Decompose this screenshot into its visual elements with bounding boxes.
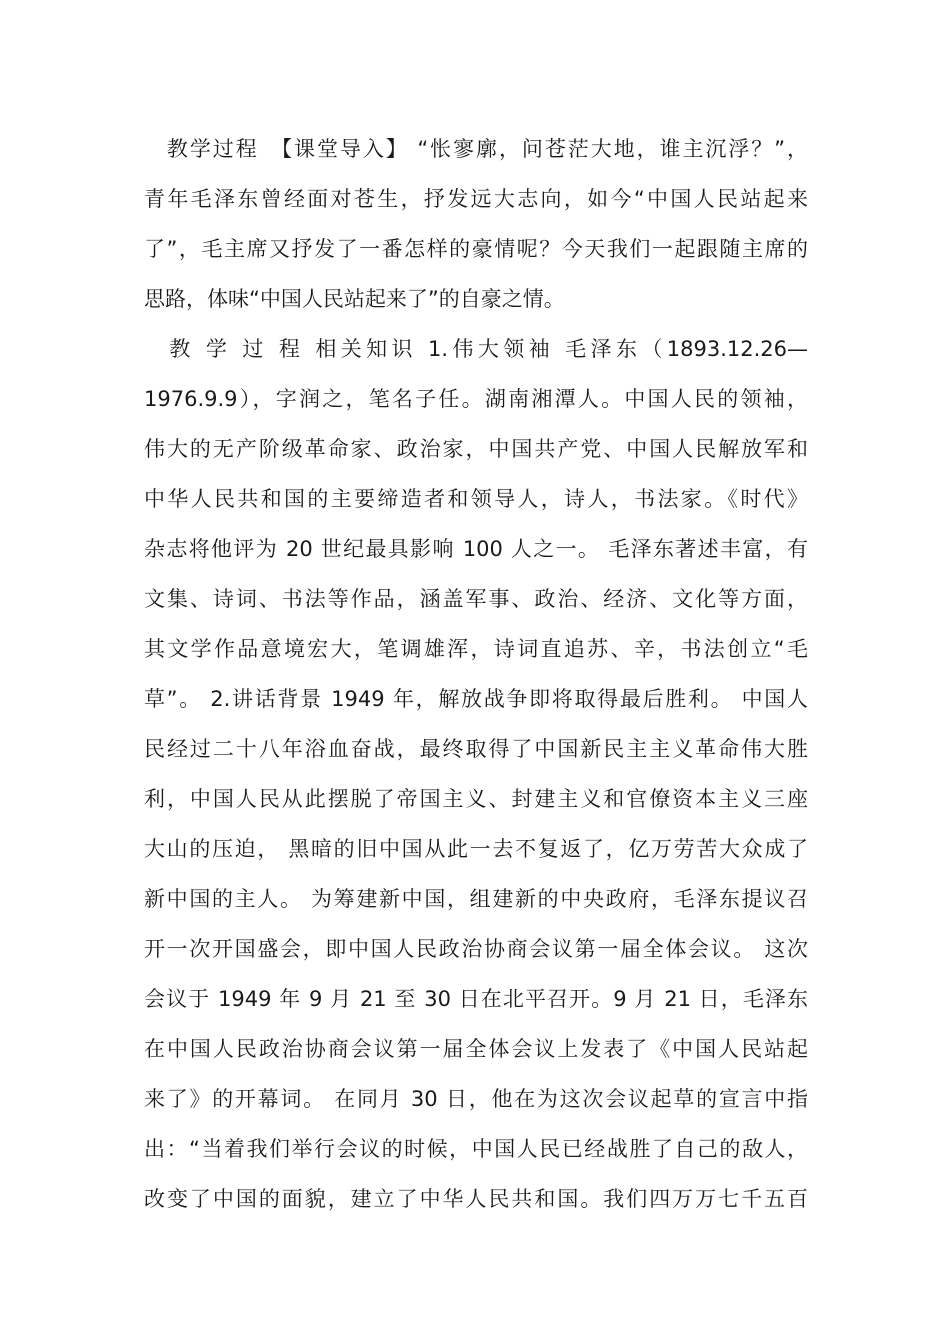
text-line: 民经过二十八年浴血奋战，最终取得了中国新民主主义革命伟大胜 <box>144 737 808 761</box>
text-line: 1976.9.9），字润之，笔名子任。湖南湘潭人。中国人民的领袖， <box>144 387 808 411</box>
text-line: 利，中国人民从此摆脱了帝国主义、封建主义和官僚资本主义三座 <box>144 787 808 811</box>
paragraph-lesson-intro <box>144 124 808 324</box>
text-line: 杂志将他评为 20 世纪最具影响 100 人之一。 毛泽东著述丰富，有 <box>144 537 808 561</box>
text-line: 开一次开国盛会，即中国人民政治协商会议第一届全体会议。 这次 <box>144 937 808 961</box>
document-body <box>144 124 808 1224</box>
text-line: 大山的压迫， 黑暗的旧中国从此一去不复返了，亿万劳苦大众成了 <box>144 837 808 861</box>
text-line: 教 学 过 程 相关知识 1.伟大领袖 毛泽东（1893.12.26— <box>144 337 808 361</box>
text-line: 思路，体味“中国人民站起来了”的自豪之情。 <box>144 287 565 311</box>
text-line: 伟大的无产阶级革命家、政治家，中国共产党、中国人民解放军和 <box>144 437 808 461</box>
text-line: 草”。 2.讲话背景 1949 年，解放战争即将取得最后胜利。 中国人 <box>144 687 808 711</box>
text-line: 出：“当着我们举行会议的时候，中国人民已经战胜了自己的敌人， <box>144 1137 808 1161</box>
text-line: 来了》的开幕词。 在同月 30 日，他在为这次会议起草的宣言中指 <box>144 1087 808 1111</box>
text-line: 改变了中国的面貌，建立了中华人民共和国。我们四万万七千五百 <box>144 1187 808 1211</box>
text-line: 了”，毛主席又抒发了一番怎样的豪情呢？今天我们一起跟随主席的 <box>144 237 808 261</box>
text-line: 中华人民共和国的主要缔造者和领导人，诗人，书法家。《时代》 <box>144 487 808 511</box>
text-line: 新中国的主人。 为筹建新中国，组建新的中央政府，毛泽东提议召 <box>144 887 808 911</box>
text-line: 在中国人民政治协商会议第一届全体会议上发表了《中国人民站起 <box>144 1037 808 1061</box>
text-line: 青年毛泽东曾经面对苍生，抒发远大志向，如今“中国人民站起来 <box>144 187 808 211</box>
text-line: 教学过程 【课堂导入】 “怅寥廓，问苍茫大地，谁主沉浮？”， <box>144 137 808 161</box>
text-line: 其文学作品意境宏大，笔调雄浑，诗词直追苏、辛，书法创立“毛 <box>144 637 808 661</box>
text-line: 文集、诗词、书法等作品，涵盖军事、政治、经济、文化等方面， <box>144 587 808 611</box>
paragraph-related-knowledge <box>144 324 808 1224</box>
text-line: 会议于 1949 年 9 月 21 至 30 日在北平召开。9 月 21 日，毛泽东 <box>144 987 808 1011</box>
